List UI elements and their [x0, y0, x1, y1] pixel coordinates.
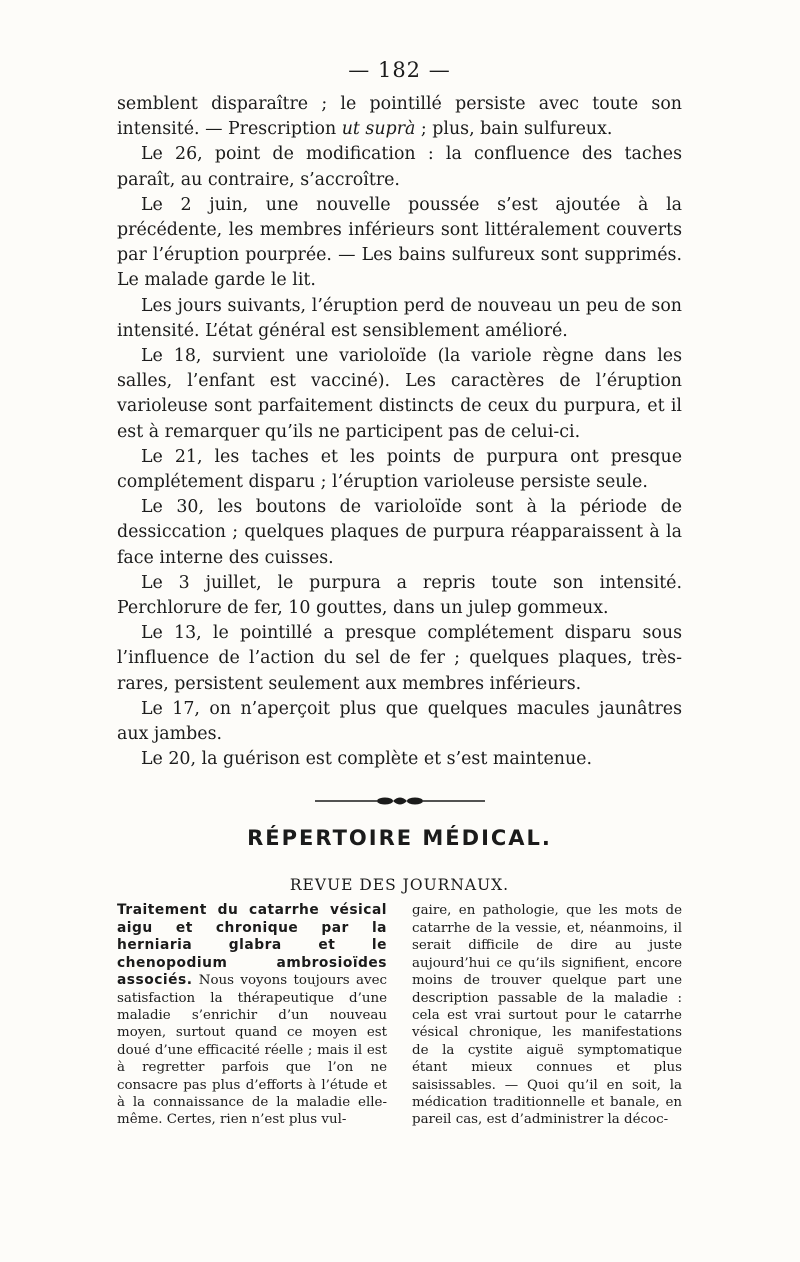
article-left-column: [117, 902, 387, 1128]
paragraph-1: [117, 92, 682, 142]
book-page: [117, 58, 682, 1129]
paragraph-3: Le 2 juin, une nouvelle poussée s’est ajoutée à la précédente, les membres inférieurs sont littéralement couverts par l’éruption pourprée. — Les bains sulfureux sont supprimés. Le malade garde le lit.: [117, 194, 682, 291]
article-title: Traitement du catarrhe vésical aigu et chronique par la herniaria glabra et le chenopodium ambrosioïdes associés.: [117, 902, 387, 989]
section-title: RÉPERTOIRE MÉDICAL.: [247, 826, 552, 851]
paragraph-2: Le 26, point de modification : la confluence des taches paraît, au contraire, s’accroître.: [117, 144, 682, 190]
paragraph-11: Le 20, la guérison est complète et s’est maintenue.: [141, 749, 592, 770]
paragraph-1-italic: ut suprà: [341, 119, 416, 140]
article-left-text: Nous voyons toujours avec satisfaction la thérapeutique d’une maladie s’enrichir d’un nouveau moyen, surtout quand ce moyen est doué d’une efficacité réelle ; mais il est à regretter parfois que l’on ne consacre pas plus d’efforts à l’étude et à la connaissance de la maladie elle-même. Certes, rien n’est plus vul-: [117, 973, 387, 1128]
paragraph-1-tail: ; plus, bain sulfureux.: [415, 119, 613, 140]
article-right-column: gaire, en pathologie, que les mots de catarrhe de la vessie, et, néanmoins, il serait difficile de dire au juste aujourd’hui ce qu’ils signifient, encore moins de trouver quelque part une description passable de la maladie : cela est vrai surtout pour le catarrhe vésical chronique, les manifestations de la cystite aiguë symptomatique étant mieux connues et plus saisissables. — Quoi qu’il en soit, la médication traditionnelle et banale, en pareil cas, est d’administrer la décoc-: [412, 903, 682, 1128]
ornamental-rule: [117, 794, 682, 808]
paragraph-4: Les jours suivants, l’éruption perd de nouveau un peu de son intensité. L’état général est sensiblement amélioré.: [117, 295, 682, 341]
paragraph-6: Le 21, les taches et les points de purpura ont presque complétement disparu ; l’éruption varioleuse persiste seule.: [117, 446, 682, 493]
two-column-article: [117, 902, 682, 1128]
paragraph-7: Le 30, les boutons de varioloïde sont à la période de dessiccation ; quelques plaques de purpura réapparaissent à la face interne des cuisses.: [117, 497, 682, 568]
paragraph-9: Le 13, le pointillé a presque complétement disparu sous l’influence de l’action du sel de fer ; quelques plaques, très-rares, persistent seulement aux membres inférieurs.: [117, 623, 682, 694]
page-number: — 182 —: [348, 58, 451, 82]
section-subtitle: REVUE DES JOURNAUX.: [289, 876, 510, 895]
ornament-divider-icon: [315, 794, 485, 808]
paragraph-5: Le 18, survient une varioloïde (la variole règne dans les salles, l’enfant est vacciné). Les caractères de l’éruption varioleuse sont parfaitement distincts de ceux du purpura, et il est à remarquer qu’ils ne participent pas de celui-ci.: [117, 346, 682, 442]
paragraph-1-text: semblent disparaître ; le pointillé persiste avec toute son intensité. — Prescription: [117, 94, 682, 140]
paragraph-10: Le 17, on n’aperçoit plus que quelques macules jaunâtres aux jambes.: [117, 698, 682, 745]
paragraph-8: Le 3 juillet, le purpura a repris toute son intensité. Perchlorure de fer, 10 gouttes, dans un julep gommeux.: [117, 572, 682, 619]
